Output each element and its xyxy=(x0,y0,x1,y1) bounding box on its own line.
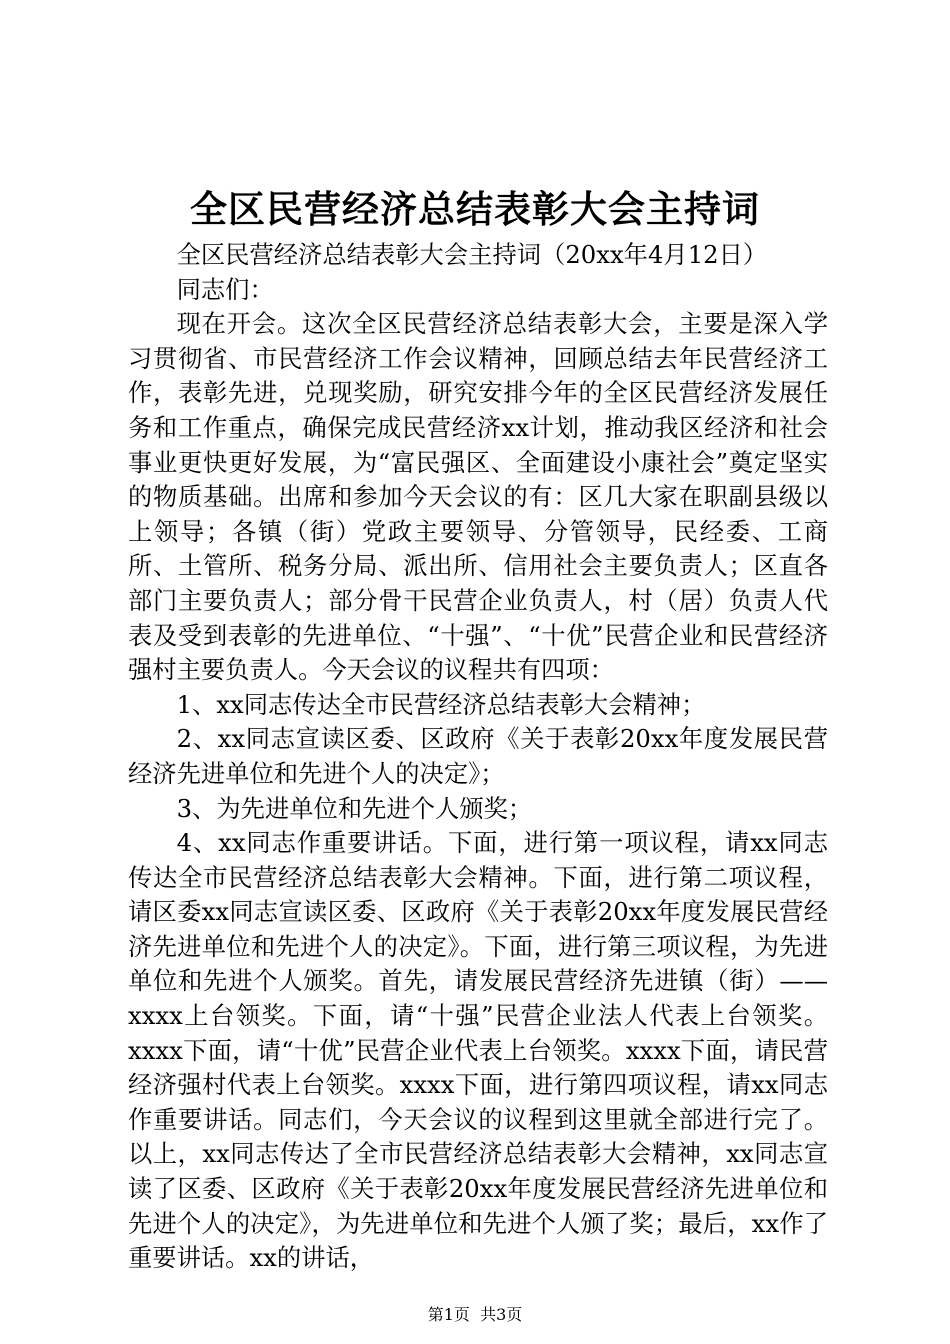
page-number: 第1页 共3页 xyxy=(427,1305,523,1324)
subtitle-line: 全区民营经济总结表彰大会主持词（20xx年4月12日） xyxy=(176,240,768,269)
agenda-item-4: 4、xx同志作重要讲话。下面，进行第一项议程，请xx同志传达全市民营经济总结表彰大会精神。下面，进行第二项议程，请区委xx同志宣读区委、区政府《关于表彰20xx年度发展民营经济先进单位和先进个人的决定》。下面，进行第三项议程，为先进单位和先进个人颁奖。首先，请发展民营经济先进镇（街）——xxxx上台领奖。下面，请“十强”民营企业法人代表上台领奖。xxxx下面，请“十优”民营企业代表上台领奖。xxxx下面，请民营经济强村代表上台领奖。xxxx下面，进行第四项议程，请xx同志作重要讲话。同志们，今天会议的议程到这里就全部进行完了。以上，xx同志传达了全市民营经济总结表彰大会精神，xx同志宣读了区委、区政府《关于表彰20xx年度发展民营经济先进单位和先进个人的决定》，为先进单位和先进个人颁了奖；最后，xx作了重要讲话。xx的讲话， xyxy=(128,828,828,1273)
document-title: 全区民营经济总结表彰大会主持词 xyxy=(190,188,760,231)
agenda-item-3: 3、为先进单位和先进个人颁奖； xyxy=(176,793,533,823)
paragraph-opening: 现在开会。这次全区民营经济总结表彰大会，主要是深入学习贯彻省、市民营经济工作会议精神，回顾总结去年民营经济工作，表彰先进，兑现奖励，研究安排今年的全区民营经济发展任务和工作重点，确保完成民营经济xx计划，推动我区经济和社会事业更快更好发展，为“富民强区、全面建设小康社会”奠定坚实的物质基础。出席和参加今天会议的有：区几大家在职副县级以上领导；各镇（街）党政主要领导、分管领导，民经委、工商所、土管所、税务分局、派出所、信用社会主要负责人；区直各部门主要负责人；部分骨干民营企业负责人，村（居）负责人代表及受到表彰的先进单位、“十强”、“十优”民营企业和民营经济强村主要负责人。今天会议的议程共有四项： xyxy=(128,309,828,685)
page-footer xyxy=(0,1304,950,1326)
agenda-item-1: 1、xx同志传达全市民营经济总结表彰大会精神； xyxy=(176,689,706,719)
salutation: 同志们： xyxy=(176,274,274,304)
document-body xyxy=(128,238,828,1276)
agenda-item-2: 2、xx同志宣读区委、区政府《关于表彰20xx年度发展民营经济先进单位和先进个人的决定》； xyxy=(128,724,828,788)
